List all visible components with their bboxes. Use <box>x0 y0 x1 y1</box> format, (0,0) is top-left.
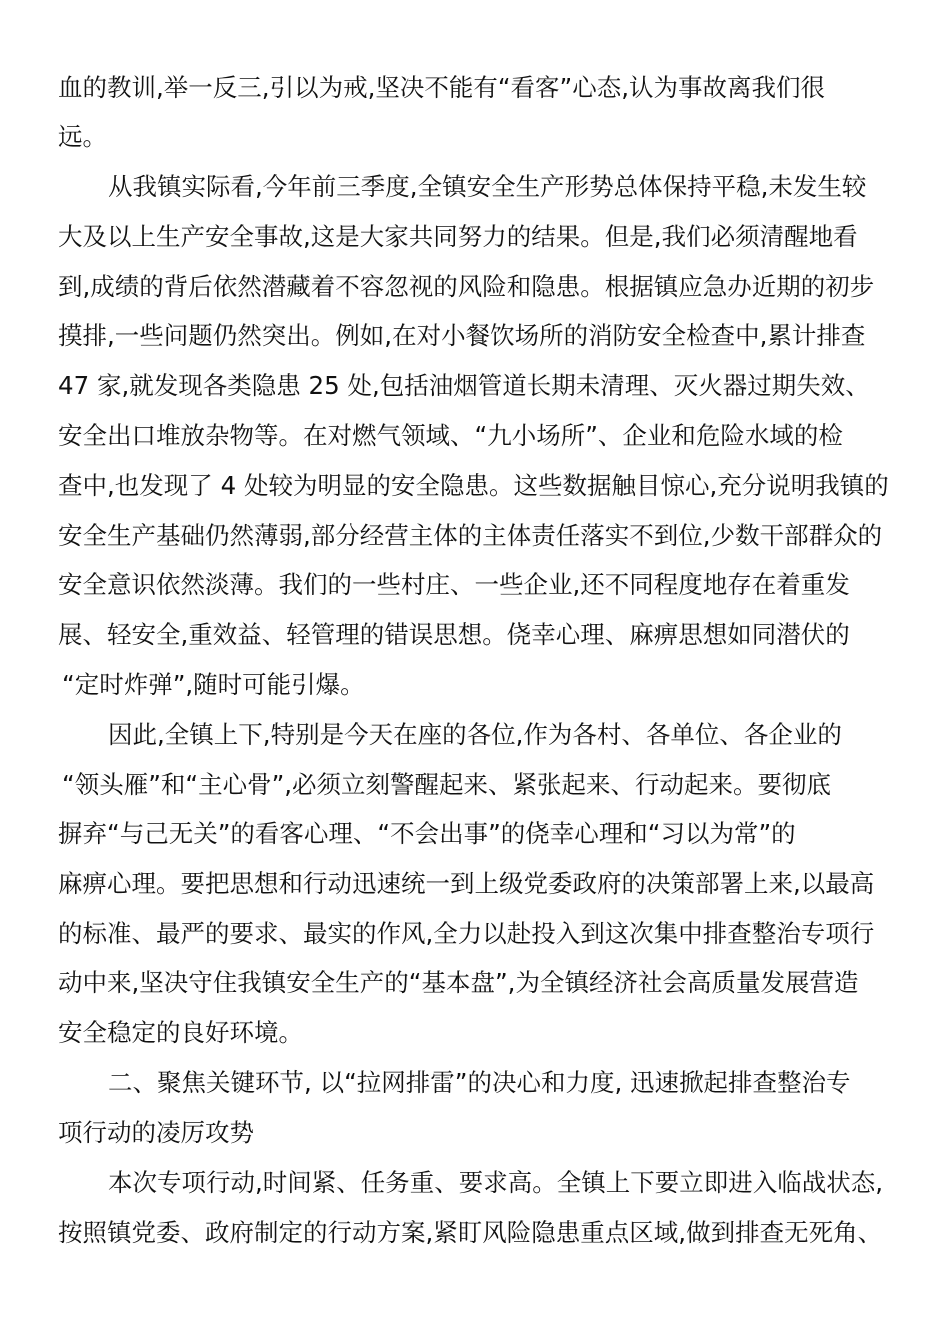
section-heading-line: 项行动的凌厉攻势 <box>58 1118 254 1147</box>
text-line: “定时炸弹”,随时可能引爆。 <box>62 670 365 699</box>
text-line: 的标准、最严的要求、最实的作风,全力以赴投入到这次集中排查整治专项行 <box>58 919 875 948</box>
paragraph-start-line: 从我镇实际看,今年前三季度,全镇安全生产形势总体保持平稳,未发生较 <box>108 172 867 201</box>
text-line: 安全出口堆放杂物等。在对燃气领域、“九小场所”、企业和危险水域的检 <box>58 421 843 450</box>
text-line: 查中,也发现了 4 处较为明显的安全隐患。这些数据触目惊心,充分说明我镇的 <box>58 471 889 500</box>
text-line: 摒弃“与己无关”的看客心理、“不会出事”的侥幸心理和“习以为常”的 <box>58 819 796 848</box>
text-line: 安全意识依然淡薄。我们的一些村庄、一些企业,还不同程度地存在着重发 <box>58 570 850 599</box>
text-line: “领头雁”和“主心骨”,必须立刻警醒起来、紧张起来、行动起来。要彻底 <box>62 770 832 799</box>
text-line: 动中来,坚决守住我镇安全生产的“基本盘”,为全镇经济社会高质量发展营造 <box>58 968 859 997</box>
paragraph-start-line: 本次专项行动,时间紧、任务重、要求高。全镇上下要立即进入临战状态, <box>108 1168 884 1197</box>
text-line: 47 家,就发现各类隐患 25 处,包括油烟管道长期未清理、灭火器过期失效、 <box>58 371 870 400</box>
text-line: 展、轻安全,重效益、轻管理的错误思想。侥幸心理、麻痹思想如同潜伏的 <box>58 620 850 649</box>
text-line: 按照镇党委、政府制定的行动方案,紧盯风险隐患重点区域,做到排查无死角、 <box>58 1218 883 1247</box>
text-line: 摸排,一些问题仍然突出。例如,在对小餐饮场所的消防安全检查中,累计排查 <box>58 321 866 350</box>
text-line: 到,成绩的背后依然潜藏着不容忽视的风险和隐患。根据镇应急办近期的初步 <box>58 272 875 301</box>
text-line: 远。 <box>58 122 107 151</box>
section-heading-line: 二、聚焦关键环节, 以“拉网排雷”的决心和力度, 迅速掀起排查整治专 <box>108 1068 851 1097</box>
text-line: 安全生产基础仍然薄弱,部分经营主体的主体责任落实不到位,少数干部群众的 <box>58 521 883 550</box>
text-line: 麻痹心理。要把思想和行动迅速统一到上级党委政府的决策部署上来,以最高 <box>58 869 875 898</box>
text-line: 安全稳定的良好环境。 <box>58 1018 303 1047</box>
paragraph-start-line: 因此,全镇上下,特别是今天在座的各位,作为各村、各单位、各企业的 <box>108 720 842 749</box>
text-line: 血的教训,举一反三,引以为戒,坚决不能有“看客”心态,认为事故离我们很 <box>58 73 826 102</box>
text-line: 大及以上生产安全事故,这是大家共同努力的结果。但是,我们必须清醒地看 <box>58 222 858 251</box>
